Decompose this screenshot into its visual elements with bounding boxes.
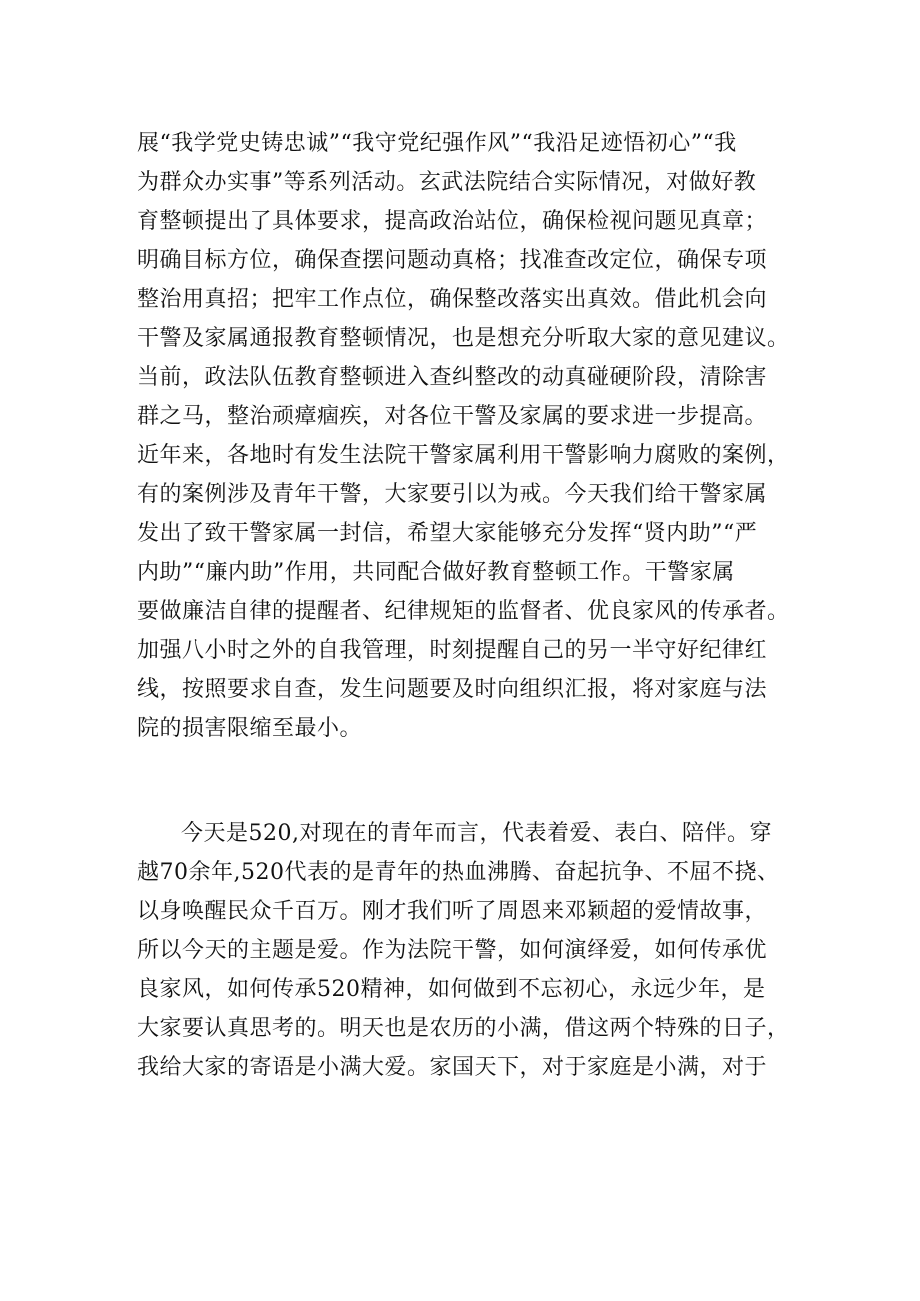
text-line: 发出了致干警家属一封信，希望大家能够充分发挥“贤内助”“严 bbox=[137, 521, 758, 546]
text-line: 有的案例涉及青年干警，大家要引以为戒。今天我们给干警家属 bbox=[137, 482, 768, 507]
text-line: 院的损害限缩至最小。 bbox=[137, 716, 363, 741]
text-line: 大家要认真思考的。明天也是农历的小满，借这两个特殊的日子， bbox=[137, 1016, 790, 1041]
text-line: 我给大家的寄语是小满大爱。家国天下，对于家庭是小满，对于 bbox=[137, 1055, 768, 1080]
text-line: 以身唤醒民众千百万。刚才我们听了周恩来邓颖超的爱情故事， bbox=[137, 899, 768, 924]
text-line: 近年来，各地时有发生法院干警家属利用干警影响力腐败的案例， bbox=[137, 443, 790, 468]
text-line: 越70余年,520代表的是青年的热血沸腾、奋起抗争、不屈不挠、 bbox=[137, 860, 780, 885]
text-line: 内助”“廉内助”作用，共同配合做好教育整顿工作。干警家属 bbox=[137, 560, 735, 585]
text-line: 为群众办实事”等系列活动。玄武法院结合实际情况，对做好教 bbox=[137, 170, 757, 195]
paragraph-1 bbox=[137, 124, 797, 748]
text-line: 要做廉洁自律的提醒者、纪律规矩的监督者、优良家风的传承者。 bbox=[137, 599, 790, 624]
text-line: 干警及家属通报教育整顿情况，也是想充分听取大家的意见建议。 bbox=[137, 326, 790, 351]
paragraph-2 bbox=[137, 814, 797, 1087]
text-line: 育整顿提出了具体要求，提高政治站位，确保检视问题见真章； bbox=[137, 209, 768, 234]
text-line: 今天是520,对现在的青年而言，代表着爱、表白、陪伴。穿 bbox=[181, 821, 772, 846]
text-line: 明确目标方位，确保查摆问题动真格；找准查改定位，确保专项 bbox=[137, 248, 768, 273]
text-line: 当前，政法队伍教育整顿进入查纠整改的动真碰硬阶段，清除害 bbox=[137, 365, 768, 390]
text-line: 加强八小时之外的自我管理，时刻提醒自己的另一半守好纪律红 bbox=[137, 638, 768, 663]
text-line: 线，按照要求自查，发生问题要及时向组织汇报，将对家庭与法 bbox=[137, 677, 768, 702]
text-line: 展“我学党史铸忠诚”“我守党纪强作风”“我沿足迹悟初心”“我 bbox=[137, 131, 737, 156]
text-line: 所以今天的主题是爱。作为法院干警，如何演绎爱，如何传承优 bbox=[137, 938, 768, 963]
text-line: 良家风，如何传承520精神，如何做到不忘初心，永远少年，是 bbox=[137, 977, 766, 1002]
text-line: 群之马，整治顽瘴痼疾，对各位干警及家属的要求进一步提高。 bbox=[137, 404, 768, 429]
text-line: 整治用真招；把牢工作点位，确保整改落实出真效。借此机会向 bbox=[137, 287, 768, 312]
